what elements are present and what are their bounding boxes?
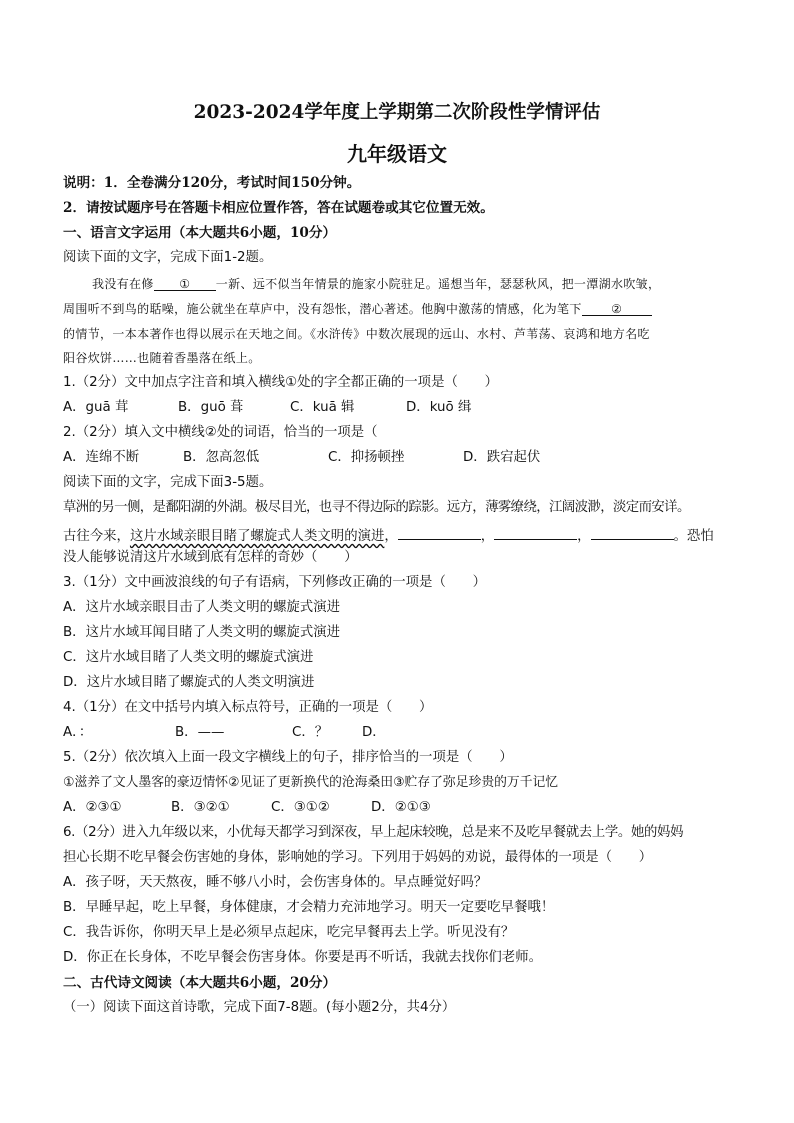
option-c: C．kuā 辑	[290, 400, 355, 415]
blank-a	[398, 523, 481, 540]
option-a: A．②③①	[63, 800, 122, 815]
exam-title: 2023-2024学年度上学期第二次阶段性学情评估	[193, 102, 601, 123]
section-2-heading: 二、古代诗文阅读（本大题共6小题，20分）	[63, 975, 337, 991]
passage-2-text: 。恐怕	[673, 529, 714, 544]
question-2-stem: 2.（2分）填入文中横线②处的词语，恰当的一项是（	[63, 425, 378, 440]
passage-1-text: 周围听不到鸟的聒噪，施公就坐在草庐中，没有怨怅，潜心著述。他胸中激荡的情感，化为笔下	[63, 302, 582, 316]
option-d: D．跌宕起伏	[463, 450, 541, 465]
question-1-stem: 1.（2分）文中加点字注音和填入横线①处的字全都正确的一项是（ ）	[63, 375, 499, 390]
question-5-sentences: ①滋养了文人墨客的豪迈情怀②见证了更新换代的沧海桑田③贮存了弥足珍贵的万千记忆	[63, 775, 559, 790]
passage-2-sep: ，	[577, 529, 591, 544]
passage-2-line-1: 草洲的另一侧，是鄱阳湖的外湖。极尽目光，也寻不得边际的踪影。远方，薄雾缭绕，江阔波渺，淡定而安详。	[63, 500, 690, 515]
question-4-stem: 4.（1分）在文中括号内填入标点符号，正确的一项是（ ）	[63, 700, 433, 715]
question-2-options	[63, 448, 540, 468]
passage-2-text: 古往今来，	[63, 529, 130, 544]
question-3-option-b: B．这片水域耳闻目睹了人类文明的螺旋式演进	[63, 625, 340, 640]
question-6-option-b: B．早睡早起，吃上早餐，身体健康，才会精力充沛地学习。明天一定要吃早餐哦！	[63, 900, 555, 915]
question-3-option-c: C．这片水域目睹了人类文明的螺旋式演进	[63, 650, 314, 665]
option-c: C．③①②	[271, 800, 330, 815]
passage-2-sep: ，	[384, 529, 398, 544]
wavy-underlined-sentence: 这片水域亲眼目睹了螺旋式人类文明的演进	[129, 529, 385, 544]
question-6-option-d: D．你正在长身体，不吃早餐会伤害身体。你要是再不听话，我就去找你们老师。	[63, 950, 542, 965]
question-6-option-c: C．我告诉你，你明天早上是必须早点起床，吃完早餐再去上学。听见没有？	[63, 925, 515, 940]
passage-1-line-3: 的情节，一本本著作也得以展示在天地之间。《水浒传》中数次展现的远山、水村、芦苇荡、哀鸿和地方名吃	[63, 327, 650, 341]
exam-subtitle: 九年级语文	[347, 142, 447, 166]
passage-2-line-3: 没人能够说清这片水域到底有怎样的奇妙（ ）	[63, 550, 358, 565]
blank-1: ①	[154, 274, 216, 291]
passage-1-text: 我没有在修	[92, 277, 154, 291]
blank-b	[494, 523, 577, 540]
option-d: D．②①③	[371, 800, 431, 815]
option-d: D．	[362, 725, 386, 740]
option-b: B．guō 葺	[178, 400, 244, 415]
passage-1-intro: 阅读下面的文字，完成下面1-2题。	[63, 250, 273, 265]
passage-2-intro: 阅读下面的文字，完成下面3-5题。	[63, 475, 273, 490]
passage-2-line-2	[63, 523, 714, 547]
blank-2: ②	[582, 299, 652, 316]
question-6-stem-1: 6.（2分）进入九年级以来，小优每天都学习到深夜，早上起床较晚，总是来不及吃早餐就去上学。她的妈妈	[63, 825, 684, 840]
option-b: B．③②①	[171, 800, 230, 815]
option-c: C．？	[292, 725, 329, 740]
option-a: A．连绵不断	[63, 450, 140, 465]
question-3-option-a: A．这片水域亲眼目击了人类文明的螺旋式演进	[63, 600, 340, 615]
question-5-stem: 5.（2分）依次填入上面一段文字横线上的句子，排序恰当的一项是（ ）	[63, 750, 513, 765]
passage-1-line-4: 阳谷炊饼……也随着香墨落在纸上。	[63, 351, 261, 365]
passage-2-sep: ，	[480, 529, 495, 544]
option-b: B．——	[175, 725, 225, 740]
passage-1-line-2	[63, 299, 652, 319]
note-2: 2．请按试题序号在答题卡相应位置作答，答在试题卷或其它位置无效。	[63, 200, 494, 216]
passage-1-line-1	[92, 274, 660, 294]
option-c: C．抑扬顿挫	[328, 450, 405, 465]
passage-1-text: 一新、远不似当年情景的施家小院驻足。遥想当年，瑟瑟秋风，把一潭湖水吹皱，	[215, 277, 661, 291]
question-3-option-d: D．这片水域目睹了螺旋式的人类文明演进	[63, 675, 315, 690]
option-d: D．kuō 缉	[406, 400, 472, 415]
question-3-stem: 3.（1分）文中画波浪线的句子有语病，下列修改正确的一项是（ ）	[63, 575, 487, 590]
option-a: A．guā 茸	[63, 400, 129, 415]
question-4-options	[63, 723, 386, 743]
question-1-options	[63, 398, 471, 418]
section-2-intro: （一）阅读下面这首诗歌，完成下面7-8题。(每小题2分，共4分）	[63, 1000, 456, 1015]
section-1-heading: 一、语言文字运用（本大题共6小题，10分）	[63, 225, 337, 241]
option-a: A．：	[63, 725, 93, 740]
option-b: B．忽高忽低	[183, 450, 260, 465]
question-5-options	[63, 798, 431, 818]
blank-c	[591, 523, 674, 540]
question-6-stem-2: 担心长期不吃早餐会伤害她的身体，影响她的学习。下列用于妈妈的劝说，最得体的一项是（ ）	[63, 850, 653, 865]
note-1: 说明：1．全卷满分120分，考试时间150分钟。	[63, 175, 361, 191]
question-6-option-a: A．孩子呀，天天熬夜，睡不够八小时，会伤害身体的。早点睡觉好吗？	[63, 875, 488, 890]
